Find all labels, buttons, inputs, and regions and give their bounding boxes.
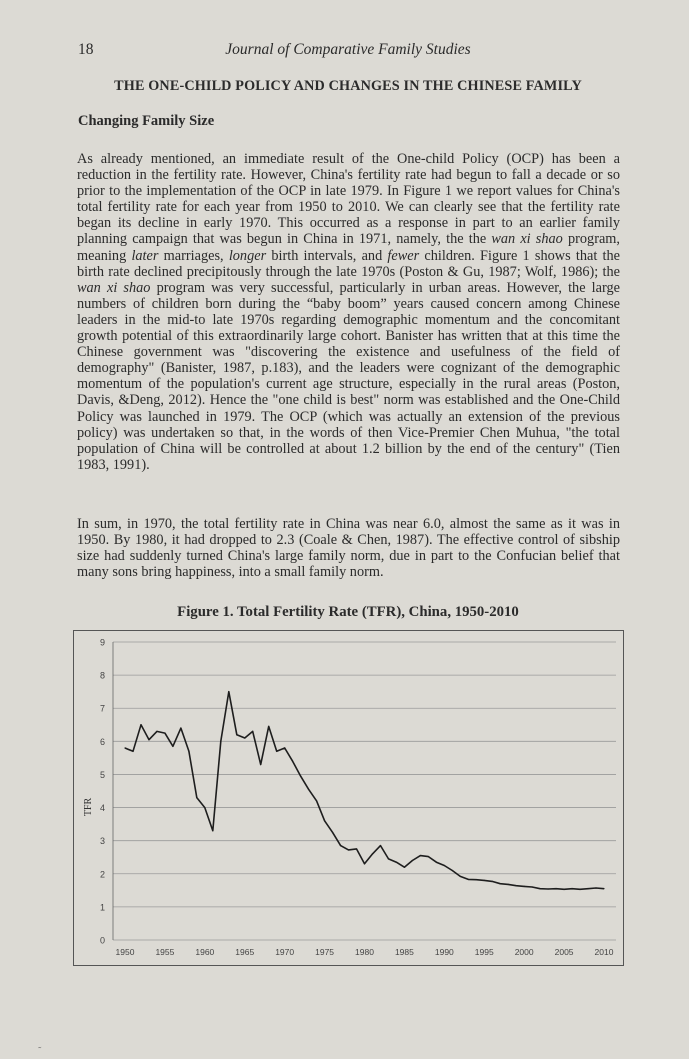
data-point xyxy=(563,889,564,890)
journal-title: Journal of Comparative Family Studies xyxy=(225,41,471,58)
italic-term: wan xi shao xyxy=(491,231,563,248)
y-tick-label: 4 xyxy=(99,803,105,814)
data-point xyxy=(308,789,309,790)
x-tick-label: 1960 xyxy=(195,947,215,957)
body-paragraph-1 xyxy=(77,151,620,473)
data-point xyxy=(156,731,157,732)
y-tick-label: 8 xyxy=(99,670,105,681)
data-point xyxy=(212,830,213,831)
data-point xyxy=(444,865,445,866)
y-tick-label: 2 xyxy=(99,869,105,880)
section-title: THE ONE-CHILD POLICY AND CHANGES IN THE CHINESE FAMILY xyxy=(114,78,582,94)
x-tick-label: 1950 xyxy=(115,947,135,957)
data-point xyxy=(244,737,245,738)
data-point xyxy=(500,883,501,884)
data-point xyxy=(188,751,189,752)
data-point xyxy=(316,800,317,801)
x-tick-label: 1965 xyxy=(235,947,255,957)
y-tick-label: 0 xyxy=(99,935,105,946)
text-run: program, meaning xyxy=(77,231,620,264)
data-point xyxy=(324,820,325,821)
data-point xyxy=(276,751,277,752)
y-axis-label: TFR xyxy=(83,797,94,817)
x-tick-label: 2010 xyxy=(594,947,614,957)
data-point xyxy=(460,876,461,877)
data-point xyxy=(436,862,437,863)
data-point xyxy=(140,724,141,725)
data-point xyxy=(548,888,549,889)
y-tick-label: 3 xyxy=(99,836,105,847)
running-header xyxy=(78,41,618,61)
italic-term: longer xyxy=(228,247,267,264)
data-point xyxy=(420,855,421,856)
data-point xyxy=(164,732,165,733)
data-point xyxy=(204,807,205,808)
data-point xyxy=(476,879,477,880)
data-point xyxy=(228,691,229,692)
data-point xyxy=(524,886,525,887)
y-tick-label: 9 xyxy=(99,637,105,648)
data-point xyxy=(428,856,429,857)
x-tick-label: 1990 xyxy=(434,947,454,957)
data-point xyxy=(252,731,253,732)
series-line-tfr xyxy=(125,692,604,890)
data-point xyxy=(356,848,357,849)
data-point xyxy=(492,881,493,882)
data-point xyxy=(532,886,533,887)
figure-caption: Figure 1. Total Fertility Rate (TFR), China, 1950-2010 xyxy=(177,604,519,620)
data-point xyxy=(300,776,301,777)
data-point xyxy=(372,853,373,854)
data-point xyxy=(292,761,293,762)
y-tick-label: 5 xyxy=(99,769,105,780)
y-tick-label: 1 xyxy=(99,902,105,913)
chart-svg xyxy=(73,630,624,966)
data-point xyxy=(516,885,517,886)
data-point xyxy=(220,741,221,742)
body-paragraph-2: In sum, in 1970, the total fertility rate in China was near 6.0, almost the same as it was in 1950. By 1980, it had dropped to 2.3 (Coale & Chen, 1987). The effective control of sibship size had suddenly turned China's large family norm, due in part to the Confucian belief that many sons bring happiness, into a small family norm. xyxy=(77,516,620,581)
data-point xyxy=(396,862,397,863)
data-point xyxy=(603,888,604,889)
x-tick-label: 1970 xyxy=(275,947,295,957)
x-tick-label: 1985 xyxy=(394,947,414,957)
data-point xyxy=(540,888,541,889)
data-point xyxy=(595,887,596,888)
x-tick-label: 1975 xyxy=(315,947,335,957)
x-tick-label: 2000 xyxy=(514,947,534,957)
chart-frame xyxy=(74,631,624,966)
data-point xyxy=(172,746,173,747)
text-run: birth intervals, and xyxy=(266,247,388,264)
x-tick-label: 1955 xyxy=(155,947,175,957)
data-point xyxy=(452,870,453,871)
text-run: marriages, xyxy=(158,247,229,264)
page-number: 18 xyxy=(78,41,94,58)
x-tick-label: 1980 xyxy=(355,947,374,957)
data-point xyxy=(412,860,413,861)
data-point xyxy=(380,845,381,846)
data-point xyxy=(579,889,580,890)
subsection-title: Changing Family Size xyxy=(78,113,215,129)
data-point xyxy=(508,884,509,885)
x-tick-label: 2005 xyxy=(554,947,574,957)
y-tick-label: 7 xyxy=(99,703,105,714)
data-point xyxy=(348,849,349,850)
corner-mark: ˜ xyxy=(38,1046,42,1057)
italic-term: wan xi shao xyxy=(77,279,151,296)
data-point xyxy=(148,739,149,740)
data-point xyxy=(124,747,125,748)
data-point xyxy=(180,727,181,728)
data-point xyxy=(388,858,389,859)
x-tick-label: 1995 xyxy=(474,947,494,957)
data-point xyxy=(196,797,197,798)
data-point xyxy=(364,863,365,864)
data-point xyxy=(284,747,285,748)
data-point xyxy=(571,888,572,889)
text-run: program was very successful, particularly in urban areas. However, the large numbers of children born during the “baby boom” years caused concern among Chinese leaders in the mid-to late 1970s regarding demographic momentum and the concomitant growth potential of this extraordinarily large cohort. Banister has written that at this time the Chinese government was "discovering the existence and usefulness of the field of demography" (Banister, 1987, p.183), and the leaders were cognizant of the demographic momentum of the population's current age structure, especially in the rural areas (Poston, Davis, &Deng, 2012). Hence the "one child is best" norm was established and the One-Child Policy was launched in 1979. The OCP (which was actually an extension of the previous policy) was undertaken so that, in the words of then Vice-Premier Chen Muhua, "the total population of China will be controlled at about 1.2 billion by the end of the century" (Tien 1983, 1991). xyxy=(77,279,621,473)
data-point xyxy=(260,764,261,765)
text-run: children. Figure 1 shows that the birth rate declined precipitously through the late 1970s (Poston & Gu, 1987; Wolf, 1986); the xyxy=(77,247,620,280)
data-point xyxy=(587,888,588,889)
data-point xyxy=(132,751,133,752)
data-point xyxy=(404,867,405,868)
y-tick-label: 6 xyxy=(99,736,105,747)
tfr-line-chart xyxy=(73,630,624,966)
text-run: As already mentioned, an immediate result of the One-child Policy (OCP) has been a reduction in the fertility rate. However, China's fertility rate had begun to fall a decade or so prior to the implementation of the OCP in late 1979. In Figure 1 we report values for China's total fertility rate for each year from 1950 to 2010. We can clearly see that the fertility rate began its decline in early 1970. This occurred as a response in part to an earlier family planning campaign that was begun in China in 1971, namely, the the xyxy=(77,151,620,248)
data-point xyxy=(468,879,469,880)
data-point xyxy=(340,845,341,846)
italic-term: fewer xyxy=(387,247,420,264)
data-point xyxy=(268,726,269,727)
data-point xyxy=(332,832,333,833)
data-point xyxy=(556,888,557,889)
italic-term: later xyxy=(131,247,159,264)
data-point xyxy=(484,880,485,881)
data-point xyxy=(236,734,237,735)
